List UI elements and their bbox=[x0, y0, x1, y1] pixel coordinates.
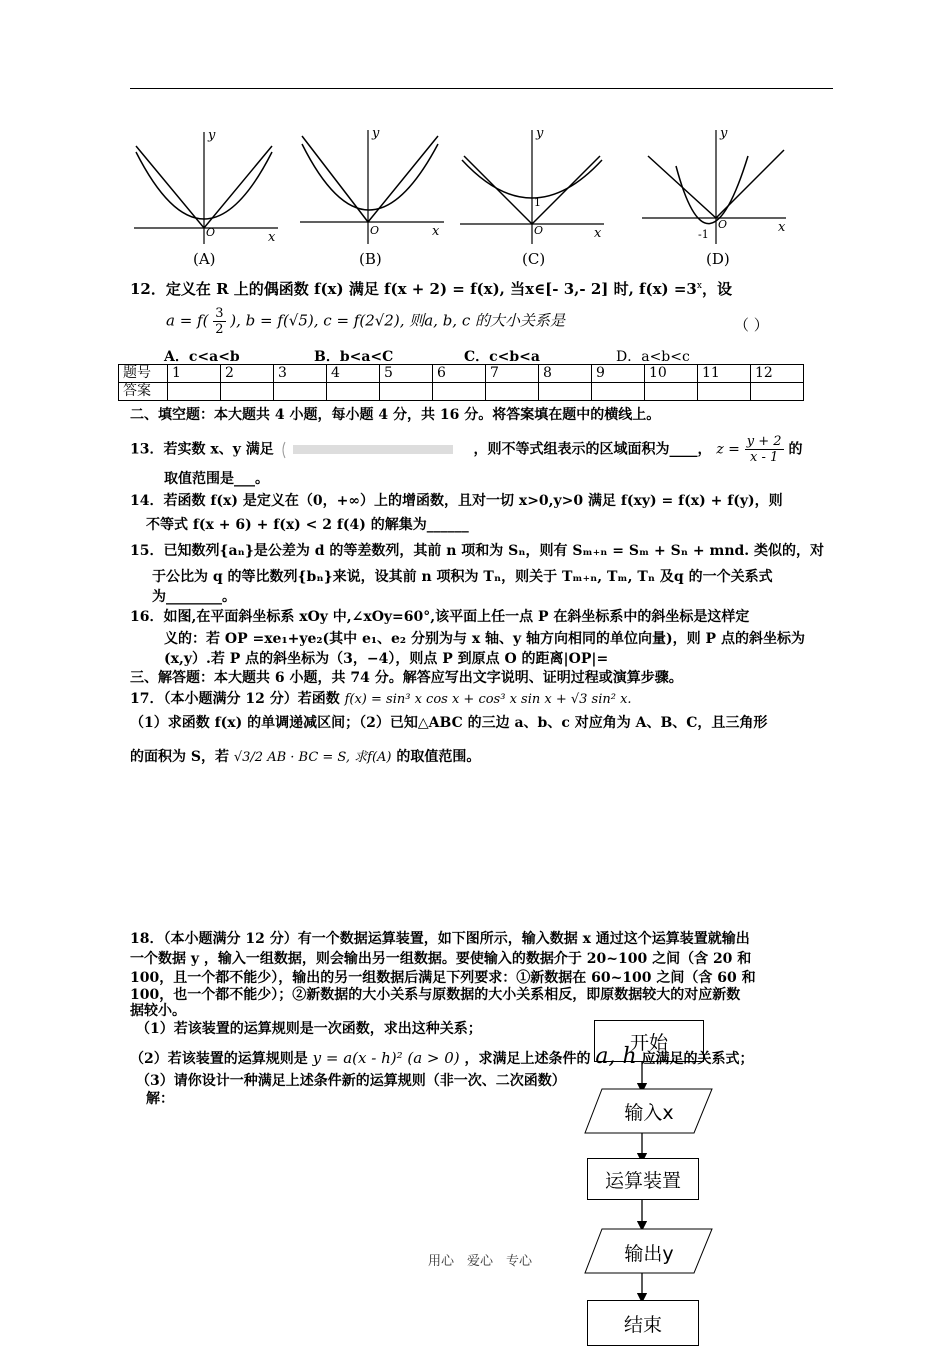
q12-line1: 12．定义在 R 上的偶函数 f(x) 满足 f(x + 2) = f(x), 当x∈[- 3,- 2] 时, $f(x) =3^x$，设 bbox=[130, 280, 732, 298]
q18-line3: 100，且一个都不能少），输出的另一组数据后满足下列要求：①新数据在 60~100 之间（含 60 和 bbox=[130, 970, 756, 986]
q14-line1: 14．若函数 f(x) 是定义在（0，+∞）上的增函数，且对一切 x>0,y>0 满足 f(xy) = f(x) + f(y)，则 bbox=[130, 493, 783, 509]
answer-table bbox=[118, 364, 804, 401]
answer-cell[interactable] bbox=[327, 383, 380, 401]
q12-choice-d: D．a<b<c bbox=[616, 349, 690, 365]
axis-y-label: y bbox=[720, 126, 728, 141]
origin-label: O bbox=[534, 224, 544, 237]
q18-sub3: （3）请你设计一种满足上述条件新的运算规则（非一次、二次函数） bbox=[136, 1073, 566, 1089]
q17-line1: 17．（本小题满分 12 分）若函数 f(x) = sin³ x cos x + cos³ x sin x + √3 sin² x. bbox=[130, 691, 632, 707]
q16-line1: 16．如图,在平面斜坐标系 xOy 中,∠xOy=60°,该平面上任一点 P 在斜坐标系中的斜坐标是这样定 bbox=[130, 609, 750, 625]
graph-c bbox=[458, 126, 608, 246]
q16-line3: (x,y）.若 P 点的斜坐标为（3，−4），则点 P 到原点 O 的距离|OP|= bbox=[164, 651, 609, 667]
table-cell: 12 bbox=[751, 365, 804, 383]
q13-line2: 取值范围是___。 bbox=[164, 471, 269, 487]
section-2-heading: 二、填空题：本大题共 4 小题，每小题 4 分，共 16 分。将答案填在题中的横线上。 bbox=[130, 407, 661, 423]
q16-line2: 义的：若 OP =xe₁+ye₂(其中 e₁、e₂ 分别为与 x 轴、y 轴方向相同的单位向量)，则 P 点的斜坐标为 bbox=[164, 631, 805, 647]
graph-label-c: (C) bbox=[522, 250, 546, 268]
table-cell: 6 bbox=[433, 365, 486, 383]
q12-choice-c: C．c<b<a bbox=[464, 349, 540, 365]
q12-answer-paren: （ ） bbox=[734, 316, 769, 334]
flowchart-start: 开始 bbox=[594, 1020, 704, 1062]
answer-cell[interactable] bbox=[274, 383, 327, 401]
table-cell: 8 bbox=[539, 365, 592, 383]
graph-label-d: (D) bbox=[706, 250, 730, 268]
table-cell: 9 bbox=[592, 365, 645, 383]
table-cell: 11 bbox=[698, 365, 751, 383]
graph-b bbox=[298, 126, 448, 246]
axis-x-label: x bbox=[432, 224, 440, 239]
graph-label-b: (B) bbox=[359, 250, 382, 268]
graph-label-a: (A) bbox=[193, 250, 216, 268]
q18-sub2: （2）若该装置的运算规则是 y = a(x - h)² (a > 0) ，求满足上述条件的 a, h 应满足的关系式； bbox=[130, 1044, 754, 1069]
q15-line1: 15．已知数列{aₙ}是公差为 d 的等差数列，其前 n 项和为 Sₙ，则有 Sₘ₊ₙ = Sₘ + Sₙ + mnd. 类似的，对 bbox=[130, 543, 825, 559]
q17-line2: （1）求函数 f(x) 的单调递减区间；（2）已知△ABC 的三边 a、b、c 对应角为 A、B、C，且三角形 bbox=[130, 715, 768, 731]
answer-cell[interactable] bbox=[645, 383, 698, 401]
axis-y-label: y bbox=[536, 126, 544, 141]
table-header-cell: 答案 bbox=[119, 383, 168, 401]
table-cell: 10 bbox=[645, 365, 698, 383]
axis-x-label: x bbox=[778, 220, 786, 235]
q18-line2: 一个数据 y ，输入一组数据，则会输出另一组数据。要使输入的数据介于 20~100 之间（含 20 和 bbox=[130, 951, 752, 967]
table-header-cell: 题号 bbox=[119, 365, 168, 383]
q17-line3: 的面积为 S，若 √3/2 AB · BC = S, 求f(A) 的取值范围。 bbox=[130, 749, 481, 765]
minus-one-label: -1 bbox=[698, 228, 709, 241]
table-cell: 5 bbox=[380, 365, 433, 383]
q14-line2: 不等式 f(x + 6) + f(x) < 2 f(4) 的解集为______ bbox=[146, 517, 469, 533]
q18-line1: 18．（本小题满分 12 分）有一个数据运算装置，如下图所示，输入数据 x 通过这个运算装置就输出 bbox=[130, 931, 750, 947]
q12-choice-a: A．c<a<b bbox=[164, 349, 240, 365]
q12-choice-b: B．b<a<C bbox=[314, 349, 394, 365]
flowchart-input: 输入x bbox=[624, 1102, 674, 1124]
answer-cell[interactable] bbox=[698, 383, 751, 401]
flowchart-end: 结束 bbox=[587, 1300, 699, 1346]
header-rule bbox=[130, 88, 833, 89]
q13-line1: 13．若实数 x、y 满足 ，则不等式组表示的区域面积为____， z = $\frac{y + 2}{x - 1}$ 的 bbox=[130, 434, 803, 465]
axis-x-label: x bbox=[594, 226, 602, 241]
answer-cell[interactable] bbox=[380, 383, 433, 401]
fraction: $\frac{y + 2}{x - 1}$ bbox=[746, 434, 782, 465]
q15-line2: 于公比为 q 的等比数列{bₙ}来说，设其前 n 项积为 Tₙ，则关于 Tₘ₊ₙ, Tₘ, Tₙ 及q 的一个关系式 bbox=[152, 569, 773, 585]
origin-label: O bbox=[206, 226, 216, 239]
inequality-system-image bbox=[279, 441, 469, 459]
answer-cell[interactable] bbox=[592, 383, 645, 401]
answer-cell[interactable] bbox=[221, 383, 274, 401]
axis-x-label: x bbox=[268, 230, 276, 245]
answer-cell[interactable] bbox=[433, 383, 486, 401]
table-cell: 3 bbox=[274, 365, 327, 383]
table-row bbox=[119, 365, 804, 383]
origin-label: O bbox=[718, 218, 728, 231]
axis-y-label: y bbox=[372, 126, 380, 141]
q18-sub1: （1）若该装置的运算规则是一次函数，求出这种关系； bbox=[136, 1021, 482, 1037]
answer-cell[interactable] bbox=[168, 383, 221, 401]
q18-line4: 100，也一个都不能少）；②新数据的大小关系与原数据的大小关系相反，即原数据较大的对应新数 bbox=[130, 987, 741, 1003]
axis-y-label: y bbox=[208, 128, 216, 143]
section-3-heading: 三、解答题：本大题共 6 小题，共 74 分。解答应写出文字说明、证明过程或演算步骤。 bbox=[130, 670, 683, 686]
table-row bbox=[119, 383, 804, 401]
flowchart-process: 运算装置 bbox=[587, 1158, 699, 1200]
table-cell: 2 bbox=[221, 365, 274, 383]
q18-solution-label: 解： bbox=[146, 1091, 174, 1107]
graph-d bbox=[640, 126, 790, 246]
table-cell: 1 bbox=[168, 365, 221, 383]
answer-cell[interactable] bbox=[539, 383, 592, 401]
answer-cell[interactable] bbox=[486, 383, 539, 401]
origin-label: O bbox=[370, 224, 380, 237]
table-cell: 7 bbox=[486, 365, 539, 383]
q18-line5: 据较小。 bbox=[130, 1003, 186, 1019]
graph-a bbox=[132, 126, 282, 246]
q12-line2: a = f( $\frac{3}{2}$ ), b = f(√5), c = f(2√2), 则a, b, c 的大小关系是 bbox=[166, 306, 566, 337]
table-cell: 4 bbox=[327, 365, 380, 383]
flowchart-output: 输出y bbox=[624, 1243, 674, 1265]
q15-line3: 为________。 bbox=[152, 589, 236, 605]
answer-cell[interactable] bbox=[751, 383, 804, 401]
fraction: $\frac{3}{2}$ bbox=[215, 306, 224, 337]
one-label: 1 bbox=[534, 196, 541, 209]
page-footer: 用心 爱心 专心 bbox=[428, 1254, 533, 1269]
